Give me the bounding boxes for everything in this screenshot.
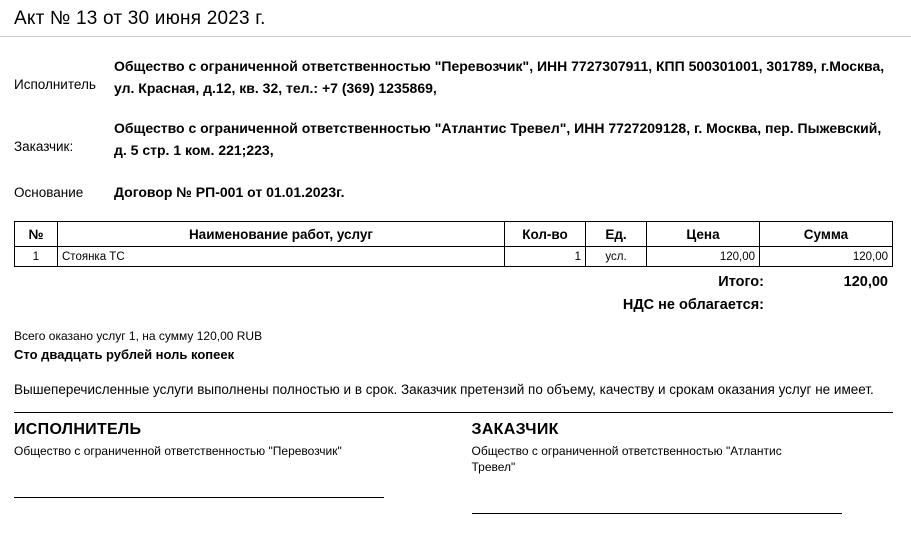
cell-sum: 120,00 (760, 247, 893, 267)
performer-value: Общество с ограниченной ответственностью "Перевозчик", ИНН 7727307911, КПП 500301001, 301789, г.Москва, ул. Красная, д.12, кв. 32, тел.: +7 (369) 1235869, (114, 58, 885, 96)
performer-row (14, 55, 893, 99)
column-header-unit: Ед. (586, 222, 647, 247)
total-label: Итого: (718, 274, 764, 290)
performer-signature-org: Общество с ограниченной ответственностью "Перевозчик" (14, 444, 342, 458)
performer-signature-heading: ИСПОЛНИТЕЛЬ (14, 421, 142, 438)
vat-label: НДС не облагается: (622, 297, 764, 313)
basis-row (14, 183, 893, 201)
cell-unit: усл. (586, 247, 647, 267)
column-header-name: Наименование работ, услуг (58, 222, 505, 247)
customer-label: Заказчик: (14, 139, 74, 154)
performer-signature-line (14, 497, 384, 498)
signatures-block (14, 421, 893, 514)
cell-quantity: 1 (505, 247, 586, 267)
cell-name: Стоянка ТС (58, 247, 505, 267)
total-row (14, 274, 893, 290)
performer-label: Исполнитель (14, 77, 96, 92)
customer-signature-heading: ЗАКАЗЧИК (471, 421, 559, 438)
column-header-price: Цена (647, 222, 760, 247)
basis-value: Договор № РП-001 от 01.01.2023г. (114, 184, 345, 200)
amount-in-words: Сто двадцать рублей ноль копеек (14, 347, 235, 362)
signature-divider (14, 412, 893, 413)
summary-block (14, 329, 893, 362)
table-header-row (15, 222, 893, 247)
customer-value: Общество с ограниченной ответственностью "Атлантис Тревел", ИНН 7727209128, г. Москва, пер. Пыжевский, д. 5 стр. 1 ком. 221;223, (114, 120, 882, 158)
services-summary-line: Всего оказано услуг 1, на сумму 120,00 RUB (14, 329, 263, 343)
acceptance-statement: Вышеперечисленные услуги выполнены полностью и в срок. Заказчик претензий по объему, качеству и срокам оказания услуг не имеет. (14, 382, 874, 397)
cell-price: 120,00 (647, 247, 760, 267)
totals-block (14, 274, 893, 313)
basis-label: Основание (14, 185, 84, 200)
customer-row (14, 117, 893, 161)
cell-number: 1 (15, 247, 58, 267)
performer-signature-column (14, 421, 454, 514)
total-value: 120,00 (843, 274, 888, 290)
vat-row (14, 297, 893, 313)
customer-signature-line (472, 513, 842, 514)
title-divider (0, 36, 911, 37)
customer-signature-org: Общество с ограниченной ответственностью "Атлантис Тревел" (471, 444, 782, 474)
page-title: Акт № 13 от 30 июня 2023 г. (14, 8, 266, 29)
customer-signature-column (454, 421, 894, 514)
table-row (15, 247, 893, 267)
items-table (14, 221, 893, 267)
column-header-quantity: Кол-во (505, 222, 586, 247)
column-header-number: № (15, 222, 58, 247)
column-header-sum: Сумма (760, 222, 893, 247)
document-body (0, 55, 911, 514)
